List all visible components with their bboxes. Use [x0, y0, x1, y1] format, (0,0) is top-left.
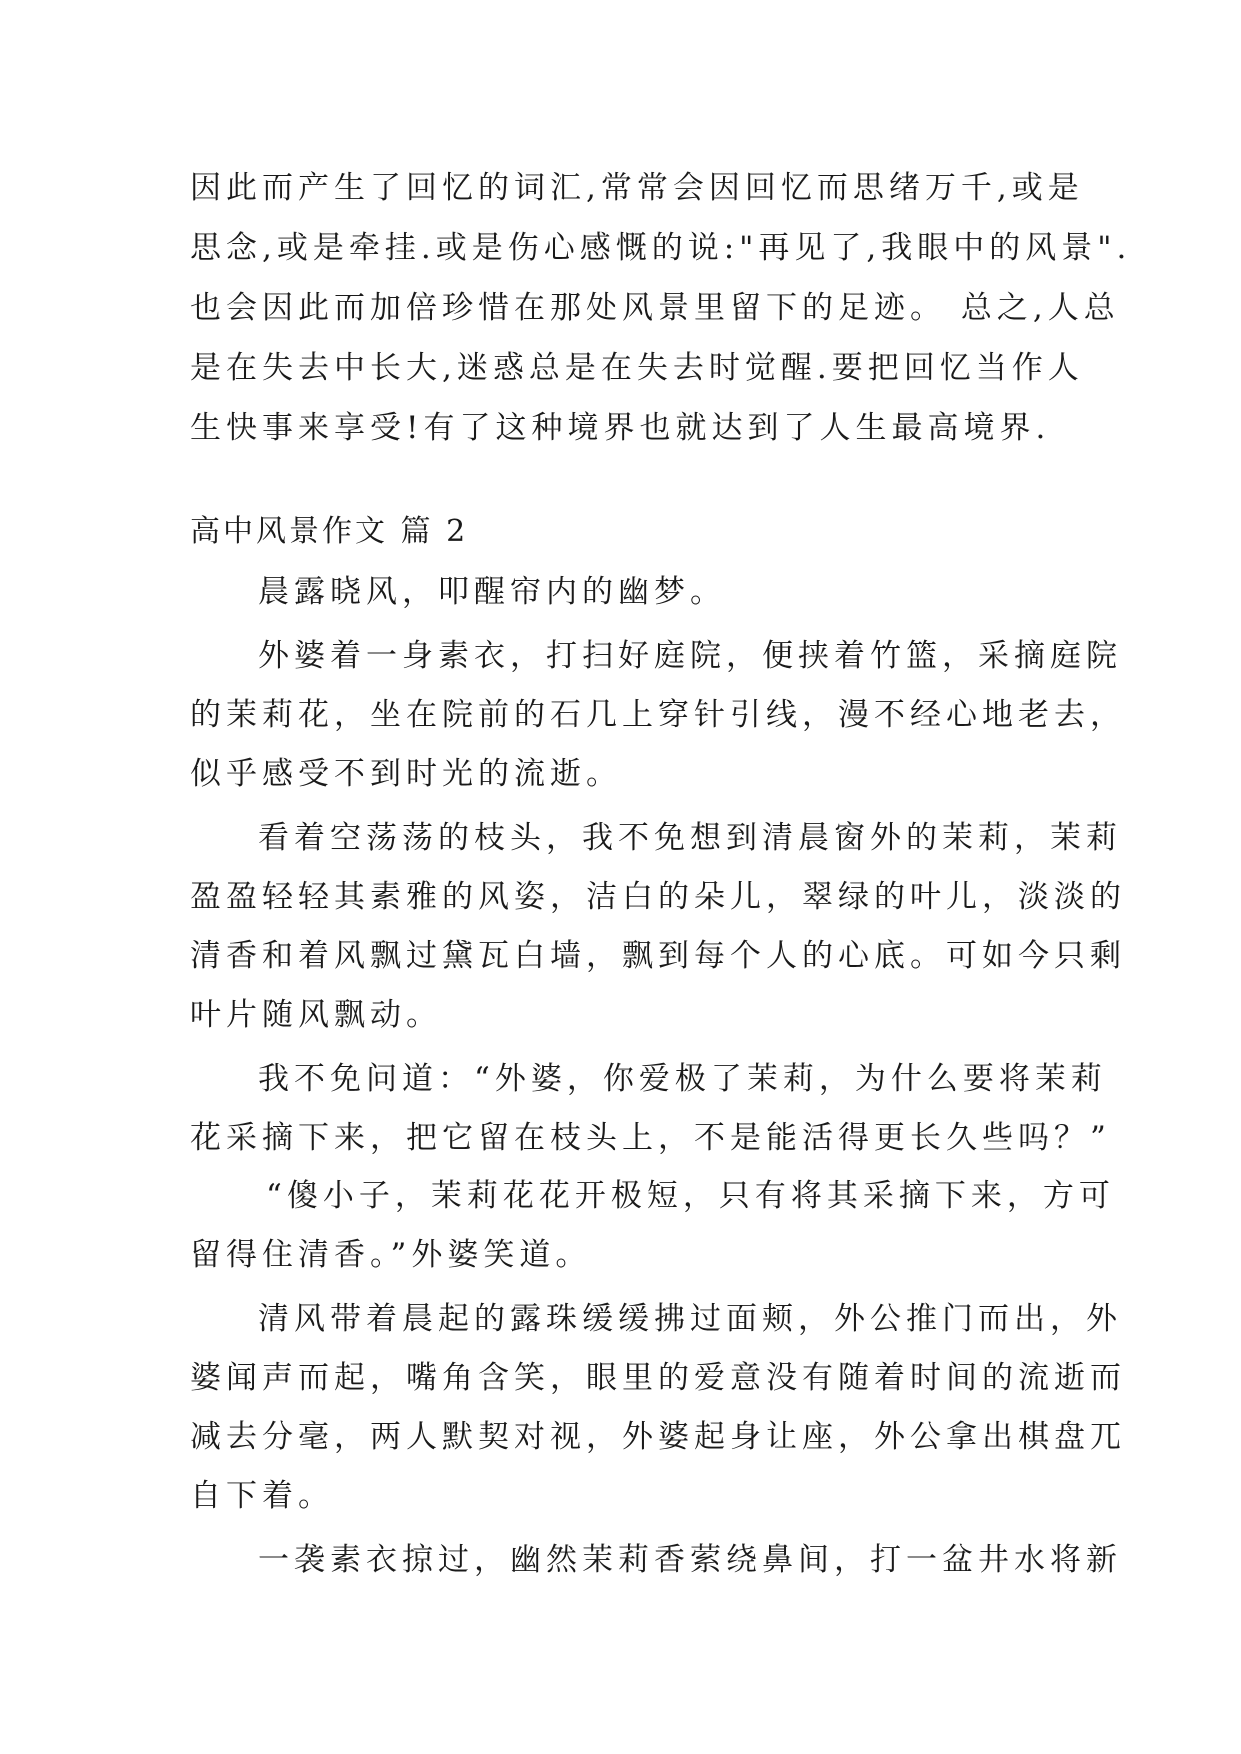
text-line: 的茉莉花，坐在院前的石几上穿针引线，漫不经心地老去， [190, 697, 1126, 733]
text-line: 因此而产生了回忆的词汇,常常会因回忆而思绪万千,或是 [190, 170, 1084, 206]
text-line: 自下着。 [190, 1478, 334, 1514]
text-line: 叶片随风飘动。 [190, 997, 442, 1033]
section-heading: 高中风景作文 篇 2 [190, 514, 469, 549]
text-line: 是在失去中长大,迷惑总是在失去时觉醒.要把回忆当作人 [190, 350, 1084, 386]
paragraph-first-line: 外婆着一身素衣，打扫好庭院，便挟着竹篮，采摘庭院 [258, 638, 1122, 674]
text-line: 生快事来享受!有了这种境界也就达到了人生最高境界. [190, 410, 1051, 446]
paragraph-first-line: 清风带着晨起的露珠缓缓拂过面颊，外公推门而出，外 [258, 1301, 1122, 1337]
paragraph-first-line: 看着空荡荡的枝头，我不免想到清晨窗外的茉莉，茉莉 [258, 820, 1122, 856]
paragraph-first-line: 晨露晓风，叩醒帘内的幽梦。 [258, 574, 726, 610]
text-line: 留得住清香。”外婆笑道。 [190, 1237, 592, 1273]
text-line: 婆闻声而起，嘴角含笑，眼里的爱意没有随着时间的流逝而 [190, 1360, 1126, 1396]
text-line: 盈盈轻轻其素雅的风姿，洁白的朵儿，翠绿的叶儿，淡淡的 [190, 879, 1126, 915]
text-line: 花采摘下来，把它留在枝头上，不是能活得更长久些吗？” [190, 1120, 1111, 1156]
paragraph-first-line: 我不免问道：“外婆，你爱极了茉莉，为什么要将茉莉 [258, 1061, 1107, 1097]
paragraph-first-line: “傻小子，茉莉花花开极短，只有将其采摘下来，方可 [266, 1178, 1115, 1214]
paragraph-first-line: 一袭素衣掠过，幽然茉莉香萦绕鼻间，打一盆井水将新 [258, 1542, 1122, 1578]
text-line: 也会因此而加倍珍惜在那处风景里留下的足迹。 总之,人总 [190, 290, 1120, 326]
text-line: 似乎感受不到时光的流逝。 [190, 756, 622, 792]
text-line: 清香和着风飘过黛瓦白墙，飘到每个人的心底。可如今只剩 [190, 938, 1126, 974]
text-line: 思念,或是牵挂.或是伤心感慨的说:"再见了,我眼中的风景". [190, 230, 1132, 266]
text-line: 减去分毫，两人默契对视，外婆起身让座，外公拿出棋盘兀 [190, 1419, 1126, 1455]
